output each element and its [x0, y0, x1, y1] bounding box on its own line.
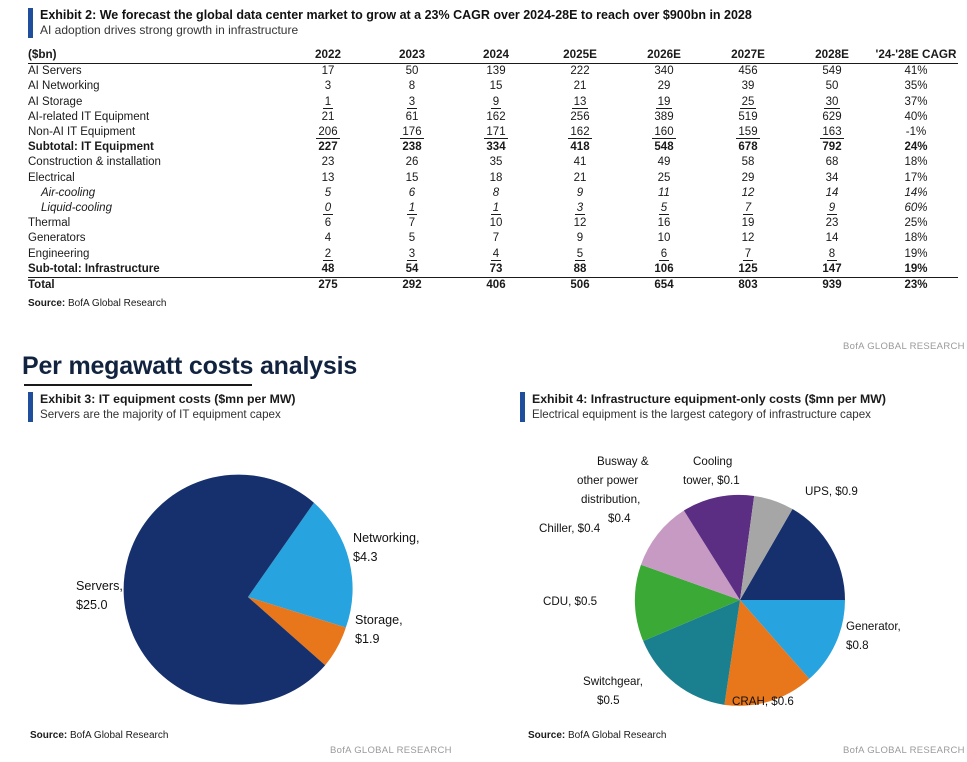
- table-cell-value: 147: [822, 262, 842, 275]
- col-header-2026e: 2026E: [622, 47, 706, 64]
- table-cell-value: 39: [741, 80, 755, 93]
- table-cell-value: [622, 247, 706, 262]
- pie-label-busway-1: Busway &: [597, 455, 649, 468]
- table-cell-value: 23: [825, 217, 839, 230]
- table-cell-value: 16: [657, 217, 671, 230]
- table-cell-value-text: 1: [324, 95, 332, 108]
- table-cell-value-text: 30: [825, 95, 839, 108]
- pie-label-cdu: CDU, $0.5: [543, 595, 598, 608]
- exhibit-4-header-texts: [532, 392, 886, 422]
- table-cell-value: [454, 247, 538, 262]
- table-cell-value: 548: [654, 141, 674, 154]
- table-cell-value: 18%: [904, 156, 928, 169]
- pie-label-generator: Generator,: [846, 620, 901, 633]
- table-cell-value: [706, 125, 790, 140]
- table-cell-value: [454, 125, 538, 140]
- table-row: [28, 278, 958, 294]
- table-cell-value: 6: [324, 217, 332, 230]
- table-cell-value: 35: [489, 156, 503, 169]
- table-cell-value: 41: [573, 156, 587, 169]
- table-cell-value: [538, 95, 622, 110]
- table-cell-value: 654: [622, 278, 706, 294]
- exhibit-2-subtitle: AI adoption drives strong growth in infrastructure: [40, 23, 299, 37]
- table-cell-value: 19%: [904, 247, 928, 260]
- exhibit-2: [28, 8, 958, 309]
- table-cell-value: 73: [489, 262, 503, 275]
- accent-bar: [520, 392, 525, 422]
- table-row: [28, 125, 958, 140]
- exhibit-4-source-label: Source:: [528, 730, 566, 741]
- exhibit-2-source: [28, 298, 958, 309]
- pie-label-storage: Storage,: [355, 613, 403, 627]
- pie-slices: [124, 475, 353, 705]
- exhibit-2-title: Exhibit 2: We forecast the global data center market to grow at a 23% CAGR over 2024-28E to reach over $900bn in 2028: [40, 8, 752, 22]
- table-cell-value: 15: [405, 171, 419, 184]
- table-cell-label: AI Servers: [28, 65, 82, 78]
- table-row: [28, 110, 958, 125]
- table-cell-value: 8: [408, 80, 416, 93]
- table-cell-value: [286, 125, 370, 140]
- table-cell-value: [706, 95, 790, 110]
- table-cell-value-text: 8: [828, 247, 836, 260]
- table-cell-label: Total: [28, 278, 286, 294]
- col-header-2027e: 2027E: [706, 47, 790, 64]
- table-cell-value: 48: [321, 262, 335, 275]
- table-cell-value: [454, 201, 538, 216]
- exhibit-3-header: [28, 392, 488, 422]
- table-cell-value: [538, 247, 622, 262]
- table-cell-value-text: 6: [660, 247, 668, 260]
- table-header-row: [28, 47, 958, 64]
- table-cell-value: 14: [825, 232, 839, 245]
- table-cell-value: [622, 201, 706, 216]
- exhibit-4: [520, 392, 960, 422]
- table-cell-value: 125: [738, 262, 758, 275]
- table-cell-value: 60%: [904, 202, 928, 215]
- pie-label-networking-value: $4.3: [353, 550, 378, 564]
- table-cell-value: [622, 95, 706, 110]
- table-cell-value: 256: [570, 110, 590, 123]
- exhibit-4-subtitle: Electrical equipment is the largest category of infrastructure capex: [532, 408, 871, 421]
- table-cell-value-text: 4: [492, 247, 500, 260]
- exhibit-3-watermark: BofA GLOBAL RESEARCH: [330, 745, 452, 756]
- table-cell-value-text: 0: [324, 202, 332, 215]
- table-cell-value: 6: [408, 186, 416, 199]
- table-cell-value-text: 3: [408, 247, 416, 260]
- table-cell-value: [622, 125, 706, 140]
- table-cell-value: 68: [825, 156, 839, 169]
- table-cell-value: [286, 95, 370, 110]
- col-header-2025e: 2025E: [538, 47, 622, 64]
- table-cell-value: 40%: [904, 110, 928, 123]
- table-row: [28, 171, 958, 186]
- exhibit-3-source-label: Source:: [30, 730, 68, 741]
- table-cell-value: [454, 95, 538, 110]
- pie-label-ups: UPS, $0.9: [805, 485, 858, 498]
- table-cell-value: 227: [318, 141, 338, 154]
- table-cell-value: 50: [405, 65, 419, 78]
- table-cell-value: 29: [657, 80, 671, 93]
- col-header-cagr: '24-'28E CAGR: [874, 47, 958, 64]
- table-cell-value: 9: [576, 232, 584, 245]
- table-cell-value: 939: [790, 278, 874, 294]
- table-row: [28, 95, 958, 110]
- table-cell-value: 61: [405, 110, 419, 123]
- pie-label-servers-value: $25.0: [76, 598, 108, 612]
- table-cell-label: Generators: [28, 232, 86, 245]
- pie-label-cooling-tower-2: tower, $0.1: [683, 474, 740, 487]
- table-cell-value: 10: [657, 232, 671, 245]
- table-cell-value: 88: [573, 262, 587, 275]
- table-cell-value: 5: [408, 232, 416, 245]
- table-cell-value-text: 7: [744, 247, 752, 260]
- table-cell-label: AI Storage: [28, 95, 83, 108]
- exhibit-3: [28, 392, 488, 422]
- table-row: [28, 262, 958, 278]
- table-cell-value: 9: [576, 186, 584, 199]
- table-cell-value: [790, 125, 874, 140]
- exhibit-3-source: [30, 730, 168, 741]
- table-cell-value-text: 1: [492, 202, 500, 215]
- table-cell-value: 5: [324, 186, 332, 199]
- table-cell-value: [706, 201, 790, 216]
- table-cell-value: 340: [654, 65, 674, 78]
- table-cell-value: 456: [738, 65, 758, 78]
- table-cell-value: 49: [657, 156, 671, 169]
- table-cell-value: 19: [741, 217, 755, 230]
- table-cell-label: Engineering: [28, 247, 90, 260]
- table-cell-value-text: 160: [654, 126, 674, 139]
- exhibit-3-subtitle: Servers are the majority of IT equipment capex: [40, 408, 281, 421]
- table-cell-value: 23%: [874, 278, 958, 294]
- table-cell-label: AI-related IT Equipment: [28, 110, 150, 123]
- table-cell-label: AI Networking: [28, 80, 100, 93]
- table-row: [28, 216, 958, 231]
- exhibit-2-source-text: BofA Global Research: [65, 298, 167, 310]
- table-cell-value-text: 3: [576, 202, 584, 215]
- table-row: [28, 247, 958, 262]
- table-cell-value: 3: [324, 80, 332, 93]
- exhibit-3-title: Exhibit 3: IT equipment costs ($mn per MW): [40, 392, 296, 406]
- exhibit-2-source-label: Source:: [28, 298, 66, 310]
- table-cell-label: Sub-total: Infrastructure: [28, 262, 160, 275]
- table-cell-value-text: 19: [657, 95, 671, 108]
- table-row: [28, 155, 958, 170]
- table-cell-value: 23: [321, 156, 335, 169]
- table-cell-value-text: 9: [828, 202, 836, 215]
- table-cell-value: [370, 247, 454, 262]
- table-cell-value: 54: [405, 262, 419, 275]
- table-cell-value: 12: [573, 217, 587, 230]
- pie-label-crah: CRAH, $0.6: [732, 695, 794, 708]
- table-cell-value-text: 5: [660, 202, 668, 215]
- table-cell-value: 12: [741, 232, 755, 245]
- col-header-2028e: 2028E: [790, 47, 874, 64]
- table-row: [28, 201, 958, 216]
- table-cell-value: 35%: [904, 80, 928, 93]
- table-cell-value: 4: [324, 232, 332, 245]
- table-cell-value: [790, 201, 874, 216]
- table-cell-value: 549: [822, 65, 842, 78]
- table-cell-value: 334: [486, 141, 506, 154]
- pie-label-busway-3: distribution,: [581, 493, 641, 506]
- table-cell-value: 7: [408, 217, 416, 230]
- infrastructure-pie-chart: [515, 440, 965, 740]
- table-row: [28, 79, 958, 94]
- table-cell-value-text: 163: [822, 126, 842, 139]
- table-cell-value: [286, 247, 370, 262]
- pie-label-generator-value: $0.8: [846, 639, 869, 652]
- table-cell-value: [370, 125, 454, 140]
- table-cell-value: [370, 95, 454, 110]
- table-cell-value: 17: [321, 65, 335, 78]
- table-cell-value: [538, 125, 622, 140]
- pie-label-busway-2: other power: [577, 474, 639, 487]
- pie-label-cooling-tower-1: Cooling: [693, 455, 733, 468]
- it-equipment-pie-chart: [18, 452, 488, 752]
- table-cell-value: 10: [489, 217, 503, 230]
- table-cell-value: 18%: [904, 232, 928, 245]
- table-cell-value: 21: [573, 80, 587, 93]
- table-cell-label: Construction & installation: [28, 156, 161, 169]
- exhibit-2-header-texts: [40, 8, 752, 38]
- table-row: [28, 186, 958, 201]
- pie-label-networking: Networking,: [353, 531, 420, 545]
- col-header-2023: 2023: [370, 47, 454, 64]
- pie-label-servers: Servers,: [76, 579, 123, 593]
- table-cell-value-text: 13: [573, 95, 587, 108]
- table-cell-value-text: 25: [741, 95, 755, 108]
- table-cell-value: 519: [738, 110, 758, 123]
- table-cell-value-text: 3: [408, 95, 416, 108]
- table-cell-value: 21: [573, 171, 587, 184]
- exhibit-4-title: Exhibit 4: Infrastructure equipment-only costs ($mn per MW): [532, 392, 886, 406]
- exhibit-2-header: [28, 8, 958, 38]
- table-row: [28, 64, 958, 80]
- table-cell-value: 506: [538, 278, 622, 294]
- pie-label-chiller: Chiller, $0.4: [539, 522, 601, 535]
- table-cell-value: 41%: [904, 65, 928, 78]
- table-cell-value: 50: [825, 80, 839, 93]
- table-cell-value-text: 162: [570, 126, 590, 139]
- table-cell-label: Non-AI IT Equipment: [28, 126, 136, 139]
- table-cell-label: Subtotal: IT Equipment: [28, 141, 154, 154]
- table-cell-value-text: 159: [738, 126, 758, 139]
- accent-bar: [28, 392, 33, 422]
- table-cell-label: Thermal: [28, 217, 71, 230]
- table-cell-value: 58: [741, 156, 755, 169]
- table-cell-value: 792: [822, 141, 842, 154]
- table-cell-value: [538, 201, 622, 216]
- table-cell-value: 389: [654, 110, 674, 123]
- table-row: [28, 231, 958, 246]
- exhibit-4-source-text: BofA Global Research: [565, 730, 667, 741]
- pie-label-switchgear: Switchgear,: [583, 675, 643, 688]
- table-cell-value: 11: [658, 186, 670, 199]
- table-cell-value: 25%: [904, 217, 928, 230]
- exhibit-2-watermark: BofA GLOBAL RESEARCH: [843, 341, 965, 352]
- table-cell-value: 37%: [904, 95, 928, 108]
- exhibit-4-source: [528, 730, 666, 741]
- table-cell-value: [286, 201, 370, 216]
- table-cell-value: [370, 201, 454, 216]
- table-cell-value: 678: [738, 141, 758, 154]
- table-cell-value-text: 7: [744, 202, 752, 215]
- table-cell-value: 14: [825, 186, 839, 199]
- table-cell-value: [706, 247, 790, 262]
- section-divider: [24, 384, 252, 386]
- table-cell-value: 12: [741, 186, 755, 199]
- table-cell-value: 803: [706, 278, 790, 294]
- exhibit-4-header: [520, 392, 960, 422]
- exhibit-4-watermark: BofA GLOBAL RESEARCH: [843, 745, 965, 756]
- col-header-2022: 2022: [286, 47, 370, 64]
- table-cell-value: 21: [321, 110, 335, 123]
- table-cell-value-text: 2: [324, 247, 332, 260]
- table-cell-value: 29: [741, 171, 755, 184]
- table-cell-value: 18: [489, 171, 503, 184]
- table-cell-value: 17%: [904, 171, 928, 184]
- table-cell-value: 15: [489, 80, 503, 93]
- table-cell-value-text: 171: [486, 126, 506, 139]
- table-cell-value: 238: [402, 141, 422, 154]
- table-cell-value: [790, 247, 874, 262]
- forecast-table: [28, 47, 958, 293]
- pie-label-switchgear-value: $0.5: [597, 694, 620, 707]
- table-row: [28, 140, 958, 155]
- table-cell-value: 292: [370, 278, 454, 294]
- table-cell-value: 106: [654, 262, 674, 275]
- table-cell-value-text: 206: [318, 126, 338, 139]
- pie-label-storage-value: $1.9: [355, 632, 380, 646]
- table-cell-value-text: 9: [492, 95, 500, 108]
- table-cell-value: 162: [486, 110, 506, 123]
- table-cell-value: 406: [454, 278, 538, 294]
- table-cell-value: 34: [825, 171, 839, 184]
- table-cell-value: 24%: [904, 141, 928, 154]
- table-cell-value-text: 1: [408, 202, 416, 215]
- col-header-metric: ($bn): [28, 47, 286, 64]
- table-cell-value: 139: [486, 65, 506, 78]
- exhibit-3-header-texts: [40, 392, 296, 422]
- pie-label-busway-4: $0.4: [608, 512, 631, 525]
- accent-bar: [28, 8, 33, 38]
- table-cell-value: 8: [492, 186, 500, 199]
- table-cell-value: 19%: [904, 262, 928, 275]
- table-cell-value: 275: [286, 278, 370, 294]
- table-cell-value: 222: [570, 65, 590, 78]
- exhibit-3-source-text: BofA Global Research: [67, 730, 169, 741]
- table-cell-value-text: 5: [576, 247, 584, 260]
- table-cell-label: Air-cooling: [41, 186, 96, 199]
- pie-slices: [635, 495, 845, 706]
- table-body: [28, 64, 958, 294]
- table-cell-value: 13: [321, 171, 335, 184]
- table-cell-value-text: 176: [402, 126, 422, 139]
- col-header-2024: 2024: [454, 47, 538, 64]
- table-cell-value: 25: [657, 171, 671, 184]
- table-cell-label: Liquid-cooling: [41, 202, 112, 215]
- table-cell-value: 26: [405, 156, 419, 169]
- table-cell-value: 629: [822, 110, 842, 123]
- table-cell-value: -1%: [905, 126, 927, 139]
- table-cell-value: 14%: [904, 186, 928, 199]
- section-title: Per megawatt costs analysis: [22, 352, 358, 380]
- table-cell-label: Electrical: [28, 171, 75, 184]
- table-cell-value: 418: [570, 141, 590, 154]
- table-cell-value: [790, 95, 874, 110]
- table-cell-value: 7: [492, 232, 500, 245]
